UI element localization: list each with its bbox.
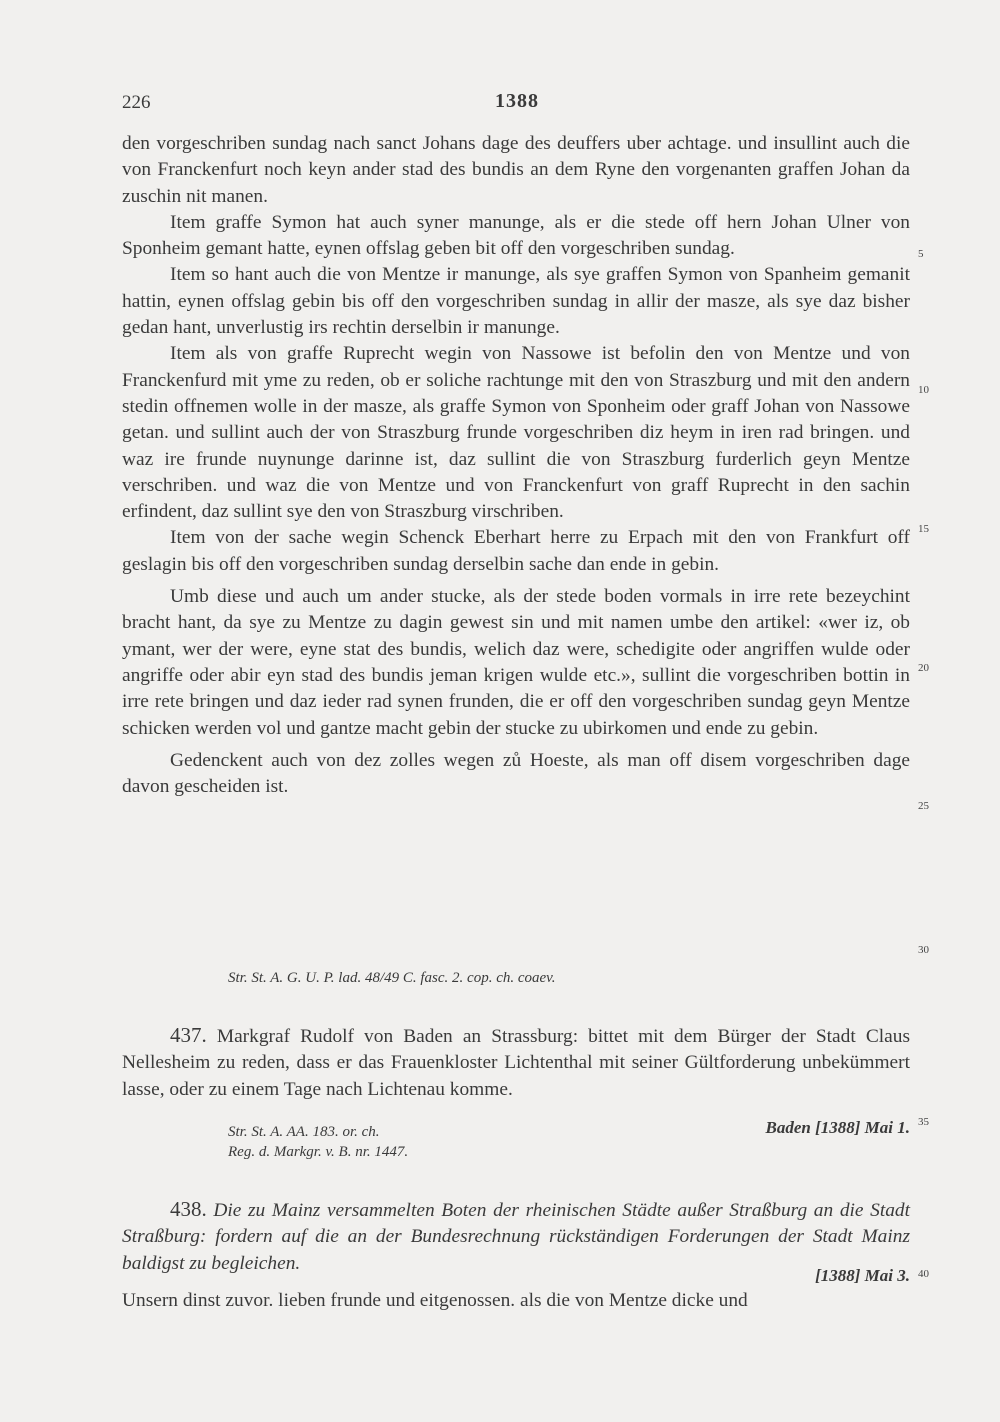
entry-438-body-line: Unsern dinst zuvor. lieben frunde und eitgenossen. als die von Mentze dicke und	[122, 1290, 748, 1311]
line-number: 15	[918, 523, 929, 535]
entry-438-date: [1388] Mai 3.	[815, 1266, 910, 1285]
paragraph-gedenckent: Gedenckent auch von dez zolles wegen zů Hoeste, als man off disem vorgeschriben dage davon gescheiden ist.	[122, 749, 910, 798]
paragraph-continuation: den vorgeschriben sundag nach sanct Johans dage des deuffers uber achtage. und insullint auch die von Franckenfurt noch keyn ander stad des bundis an dem Ryne den vorgenanten graffen Johan da zuschin nit manen.	[122, 133, 910, 207]
line-number: 35	[918, 1116, 929, 1128]
source-citation: Str. St. A. G. U. P. lad. 48/49 C. fasc. 2. cop. ch. coaev.	[228, 970, 556, 986]
line-number: 10	[918, 384, 929, 396]
main-text	[122, 131, 910, 800]
paragraph-item-mentze: Item so hant auch die von Mentze ir manunge, als sye graffen Symon von Spanheim gemanit hattin, eynen offslag gebin bis off den vorgeschriben sundag in allir der masze, als sye daz bisher gedan hant, unverlustig irs rechtin derselbin ir manunge.	[122, 264, 910, 339]
line-number: 5	[918, 248, 924, 260]
entry-437-number: 437.	[170, 1023, 207, 1047]
paragraph-item-schenck: Item von der sache wegin Schenck Eberhart herre zu Erpach mit den von Frankfurt off geslagin bis off den vorgeschriben sundag derselbin sache dan ende in gebin.	[122, 527, 910, 575]
line-number: 30	[918, 944, 929, 956]
entry-437-summary: Markgraf Rudolf von Baden an Strassburg: bittet mit dem Bürger der Stadt Claus Nellesheim zu reden, dass er das Frauenkloster Lichtenthal mit seiner Gültforderung unbekümmert lasse, oder zu einem Tage nach Lichtenau komme.	[122, 1026, 910, 1100]
line-number: 40	[918, 1268, 929, 1280]
entry-438-body	[122, 1288, 910, 1314]
paragraph-item-symon: Item graffe Symon hat auch syner manunge, als er die stede off hern Johan Ulner von Sponheim gemant hatte, eynen offslag geben bit off den vorgeschriben sundag.	[122, 211, 910, 260]
entry-438-number: 438.	[170, 1197, 207, 1221]
paragraph-umb: Umb diese und auch um ander stucke, als der stede boden vormals in irre rete bezeychint bracht hant, da sye zu Mentze zu dagin gewest sin und mit namen umbe den artikel: «wer iz, ob ymant, wer der were, eyne stat des bundis, welich daz were, schedigite oder angriffen wulde oder angriffe oder abir eyn stad des bundis jeman krigen wulde etc.», sullint die vorgeschriben bottin in irre rete bringen und daz ieder rad synen frunden, die er off den vorgeschriben sundag geyn Mentze schicken werden vol und gantze macht gebin der stucke zu ubirkomen und ende zu gebin.	[122, 586, 910, 739]
running-head-year: 1388	[495, 90, 539, 112]
entry-437-regest: Reg. d. Markgr. v. B. nr. 1447.	[228, 1144, 409, 1160]
page-header	[122, 92, 912, 122]
line-number: 25	[918, 800, 929, 812]
page-number: 226	[122, 92, 151, 113]
entry-437-date: Baden [1388] Mai 1.	[765, 1118, 910, 1137]
paragraph-item-ruprecht: Item als von graffe Ruprecht wegin von Nassowe ist befolin den von Mentze und von Franckenfurd mit yme zu reden, ob er soliche rachtunge mit den von Straszburg und mit den andern stedin offnemen wolle in der masze, als graffe Symon von Sponheim oder graff Johan von Nassowe getan. und sullint auch der von Straszburg frunde vorgeschriben diz heym in iren rad bringen. und waz ire frunde nuynunge darinne ist, daz sullint die von Straszburg furderlich geyn Mentze verschriben. und waz die von Mentze und von Franckenfurt von graff Ruprecht in den sachin erfindent, daz sullint sye den von Straszburg virschriben.	[122, 343, 910, 523]
entry-437	[122, 1022, 910, 1103]
entry-438-summary: Die zu Mainz versammelten Boten der rheinischen Städte außer Straßburg an die Stadt Straßburg: fordern auf die an der Bundesrechnung rückständigen Forderungen der Stadt Mainz baldigst zu begleichen.	[122, 1200, 910, 1274]
line-number: 20	[918, 662, 929, 674]
entry-438	[122, 1196, 910, 1277]
entry-437-source: Str. St. A. AA. 183. or. ch.	[228, 1124, 380, 1140]
